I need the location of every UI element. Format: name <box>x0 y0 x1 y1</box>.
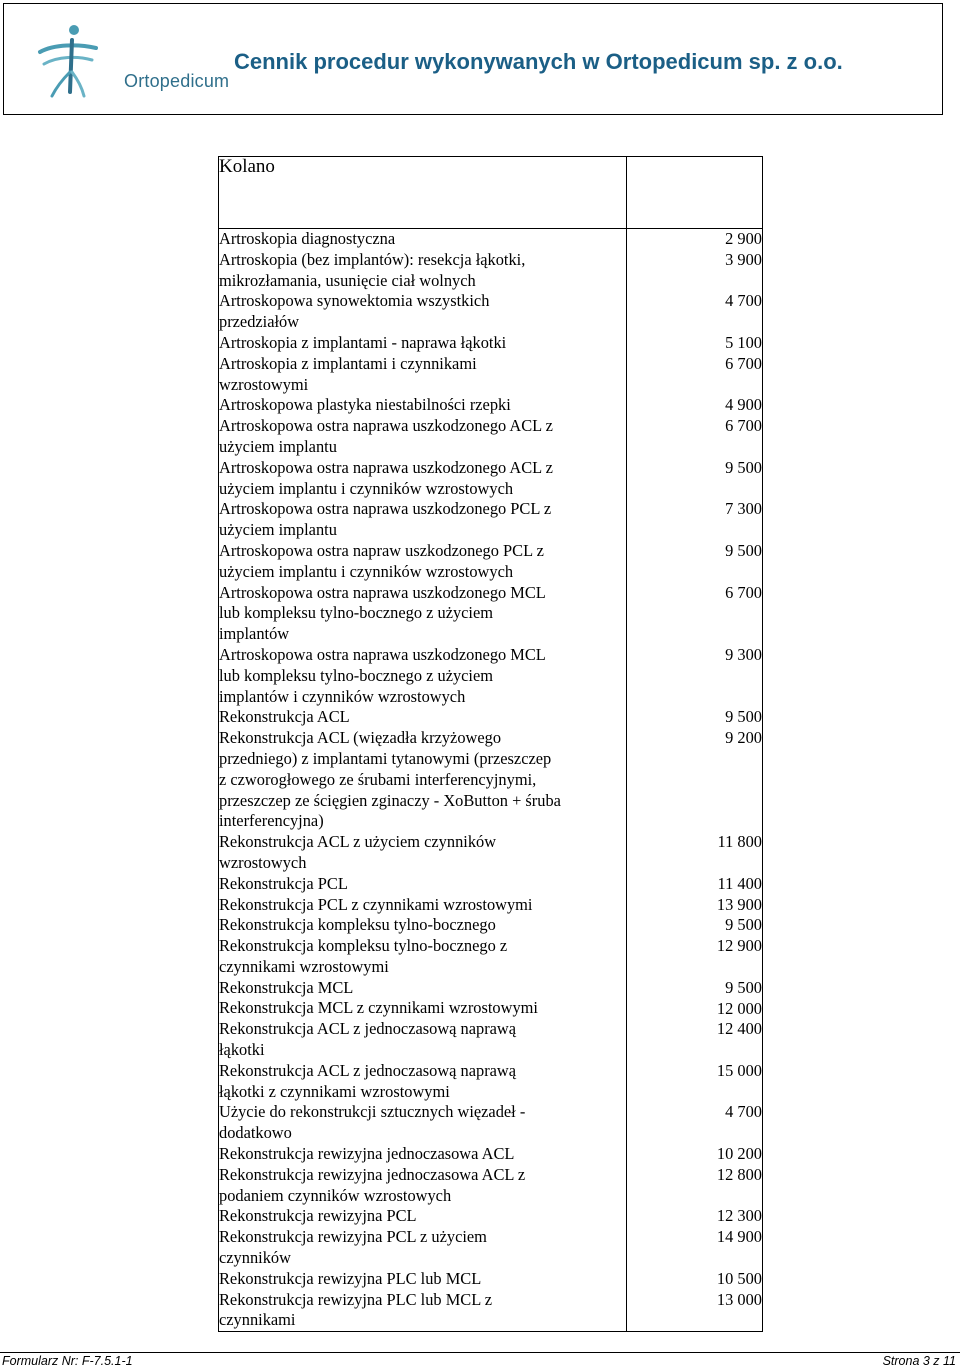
procedure-price: 6 700 <box>725 582 762 602</box>
procedure-price: 6 700 <box>725 353 762 373</box>
procedure-name-line: przedniego) z implantami tytanowymi (przeszczep <box>219 748 552 768</box>
procedure-price: 12 800 <box>716 1164 762 1184</box>
logo-figure-icon <box>34 22 104 102</box>
procedure-name-line: Rekonstrukcja MCL <box>219 977 354 997</box>
procedure-price: 7 300 <box>725 499 762 519</box>
procedure-price: 4 700 <box>725 291 762 311</box>
procedure-name-line: Artroskopia z implantami - naprawa łąkotki <box>219 332 507 352</box>
procedure-name <box>219 499 626 541</box>
procedure-price: 10 500 <box>716 1268 762 1288</box>
procedure-price: 9 500 <box>725 540 762 560</box>
procedure-name-line: Artroskopowa ostra naprawa uszkodzonego PCL z <box>219 499 552 519</box>
procedure-name-line: Rekonstrukcja rewizyjna jednoczasowa ACL z <box>219 1164 526 1184</box>
procedure-name-line: użyciem implantu <box>219 436 337 456</box>
section-title: Kolano <box>219 157 627 229</box>
procedure-price: 9 500 <box>725 707 762 727</box>
procedure-price: 10 200 <box>716 1144 762 1164</box>
procedure-name <box>219 458 626 500</box>
procedure-name <box>219 229 626 250</box>
procedure-price: 9 500 <box>725 915 762 935</box>
procedure-name-line: dodatkowo <box>219 1123 292 1143</box>
procedure-names-column <box>219 229 627 1332</box>
procedure-name <box>219 291 626 333</box>
procedure-name <box>219 936 626 978</box>
form-number: Formularz Nr: F-7.5.1-1 <box>2 1354 133 1368</box>
procedure-price: 12 400 <box>716 1019 762 1039</box>
procedure-price: 9 500 <box>725 977 762 997</box>
procedure-name-line: czynnikami <box>219 1310 296 1330</box>
section-row <box>219 157 763 229</box>
procedure-name <box>219 645 626 707</box>
procedure-name-line: Rekonstrukcja kompleksu tylno-bocznego <box>219 915 496 935</box>
procedure-name-line: podaniem czynników wzrostowych <box>219 1185 452 1205</box>
page-number: Strona 3 z 11 <box>882 1354 956 1368</box>
procedure-name <box>219 978 626 999</box>
procedure-name-line: Artroskopowa plastyka niestabilności rzepki <box>219 395 511 415</box>
procedure-name <box>219 395 626 416</box>
procedure-name-line: z czworogłowego ze śrubami interferencyjnymi, <box>219 769 537 789</box>
procedure-name-line: użyciem implantu i czynników wzrostowych <box>219 561 514 581</box>
procedure-price: 9 300 <box>725 644 762 664</box>
procedure-name <box>219 1290 626 1332</box>
procedure-price: 4 700 <box>725 1102 762 1122</box>
procedure-price: 9 500 <box>725 457 762 477</box>
procedure-name-line: Rekonstrukcja PCL <box>219 873 348 893</box>
procedure-name <box>219 416 626 458</box>
procedure-name <box>219 874 626 895</box>
procedure-price: 14 900 <box>716 1227 762 1247</box>
procedure-name-line: wzrostowymi <box>219 374 309 394</box>
procedure-name-line: Rekonstrukcja ACL z jednoczasową naprawą <box>219 1019 517 1039</box>
procedure-name <box>219 1165 626 1207</box>
procedure-price: 5 100 <box>725 332 762 352</box>
procedure-name-line: Artroskopia (bez implantów): resekcja łąkotki, <box>219 249 526 269</box>
procedure-name <box>219 1102 626 1144</box>
procedure-name <box>219 1019 626 1061</box>
procedure-name-line: Rekonstrukcja rewizyjna jednoczasowa ACL <box>219 1144 515 1164</box>
procedure-name <box>219 250 626 292</box>
procedure-name-line: Użycie do rekonstrukcji sztucznych więzadeł - <box>219 1102 526 1122</box>
procedure-price: 15 000 <box>716 1060 762 1080</box>
procedure-price: 4 900 <box>725 395 762 415</box>
procedure-name-line: Artroskopia z implantami i czynnikami <box>219 353 477 373</box>
procedure-name-line: mikrozłamania, usunięcie ciał wolnych <box>219 270 476 290</box>
procedure-name-line: Artroskopowa ostra napraw uszkodzonego PCL z <box>219 540 544 560</box>
procedure-name-line: Rekonstrukcja rewizyjna PCL <box>219 1206 417 1226</box>
procedure-name-line: Rekonstrukcja ACL (więzadła krzyżowego <box>219 728 502 748</box>
procedure-name-line: użyciem implantu i czynników wzrostowych <box>219 478 514 498</box>
procedure-name-line: Rekonstrukcja rewizyjna PLC lub MCL z <box>219 1289 492 1309</box>
procedure-name-line: Artroskopia diagnostyczna <box>219 229 396 248</box>
procedure-name-line: Rekonstrukcja ACL <box>219 707 350 727</box>
procedure-price: 13 900 <box>716 894 762 914</box>
document-header <box>3 3 943 115</box>
procedure-name <box>219 998 626 1019</box>
procedure-name-line: Artroskopowa ostra naprawa uszkodzonego ACL z <box>219 457 553 477</box>
procedure-name-line: czynnikami wzrostowymi <box>219 956 389 976</box>
procedure-price: 6 700 <box>725 416 762 436</box>
procedure-name-line: Artroskopowa ostra naprawa uszkodzonego MCL <box>219 582 546 602</box>
procedure-name <box>219 895 626 916</box>
procedure-name <box>219 1144 626 1165</box>
procedure-name <box>219 1061 626 1103</box>
ortopedicum-logo <box>34 22 230 102</box>
section-empty-cell <box>627 157 763 229</box>
procedure-name-line: czynników <box>219 1248 291 1268</box>
procedure-name <box>219 333 626 354</box>
procedure-name-line: Rekonstrukcja ACL z użyciem czynników <box>219 832 497 852</box>
procedure-price: 12 000 <box>716 998 762 1018</box>
procedure-name-line: lub kompleksu tylno-bocznego z użyciem <box>219 665 494 685</box>
procedure-name <box>219 915 626 936</box>
procedure-name <box>219 1227 626 1269</box>
procedure-name-line: Rekonstrukcja ACL z jednoczasową naprawą <box>219 1060 517 1080</box>
procedure-name-line: Rekonstrukcja rewizyjna PLC lub MCL <box>219 1268 482 1288</box>
procedure-price: 12 300 <box>716 1206 762 1226</box>
procedure-prices-column <box>627 229 763 1332</box>
procedure-name-line: Artroskopowa ostra naprawa uszkodzonego MCL <box>219 644 546 664</box>
procedure-name <box>219 354 626 396</box>
procedure-name <box>219 1269 626 1290</box>
procedure-name-line: Rekonstrukcja PCL z czynnikami wzrostowymi <box>219 894 533 914</box>
page-title: Cennik procedur wykonywanych w Ortopedicum sp. z o.o. <box>234 49 843 74</box>
procedure-price: 13 000 <box>716 1289 762 1309</box>
procedure-name-line: lub kompleksu tylno-bocznego z użyciem <box>219 603 494 623</box>
procedure-price: 9 200 <box>725 728 762 748</box>
procedure-name-line: wzrostowych <box>219 852 307 872</box>
procedure-price: 2 900 <box>725 229 762 248</box>
procedure-price: 11 800 <box>717 832 762 852</box>
procedure-name-line: Artroskopowa synowektomia wszystkich <box>219 291 490 311</box>
logo-text: Ortopedicum <box>124 71 230 91</box>
procedure-price: 12 900 <box>716 936 762 956</box>
procedure-name <box>219 583 626 645</box>
procedure-name-line: interferencyjna) <box>219 811 324 831</box>
procedure-name-line: implantów i czynników wzrostowych <box>219 686 466 706</box>
procedure-name <box>219 707 626 728</box>
procedure-name <box>219 1206 626 1227</box>
footer-divider <box>0 1352 960 1353</box>
procedure-price: 3 900 <box>725 249 762 269</box>
procedure-name-line: Rekonstrukcja rewizyjna PCL z użyciem <box>219 1227 487 1247</box>
price-table <box>218 156 763 1332</box>
procedure-name-line: implantów <box>219 624 290 644</box>
procedures-row <box>219 229 763 1332</box>
procedure-name-line: użyciem implantu <box>219 520 337 540</box>
procedure-name-line: przedziałów <box>219 312 300 332</box>
procedure-price: 11 400 <box>717 873 762 893</box>
procedure-name-line: Rekonstrukcja kompleksu tylno-bocznego z <box>219 936 508 956</box>
procedure-name-line: Artroskopowa ostra naprawa uszkodzonego ACL z <box>219 416 553 436</box>
procedure-name-line: Rekonstrukcja MCL z czynnikami wzrostowymi <box>219 998 538 1018</box>
procedure-name-line: łąkotki z czynnikami wzrostowymi <box>219 1081 450 1101</box>
procedure-name-line: łąkotki <box>219 1040 265 1060</box>
procedure-name <box>219 728 626 832</box>
procedure-name-line: przeszczep ze ścięgien zginaczy - XoButton + śruba <box>219 790 561 810</box>
procedure-name <box>219 541 626 583</box>
procedure-name <box>219 832 626 874</box>
